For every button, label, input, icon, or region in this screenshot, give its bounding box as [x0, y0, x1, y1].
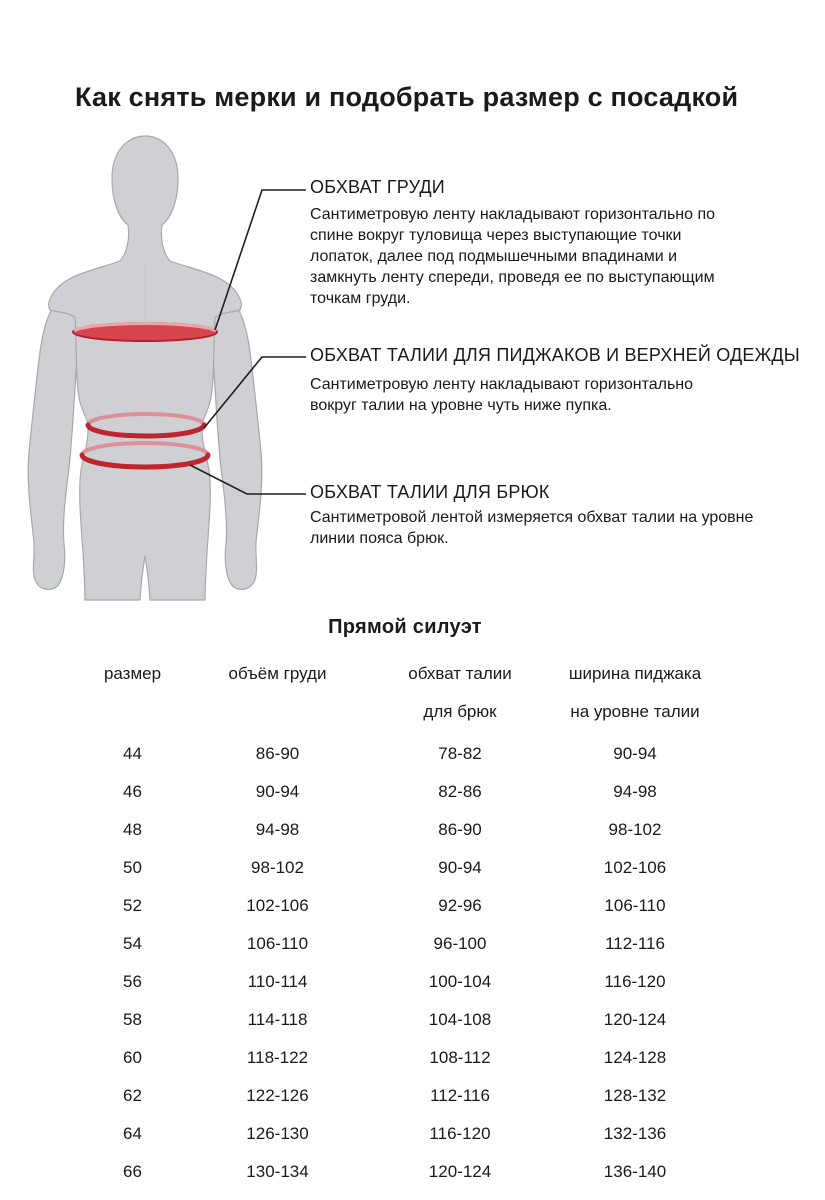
table-cell: 112-116 — [605, 934, 665, 953]
table-cell: 126-130 — [246, 1124, 309, 1143]
table-cell: 90-94 — [438, 858, 482, 877]
table-cell: 132-136 — [603, 1124, 667, 1143]
table-row — [85, 1115, 725, 1153]
table-cell: 110-114 — [247, 972, 308, 991]
table-cell: 78-82 — [438, 744, 482, 763]
column-header-sub: на уровне талии — [570, 702, 700, 721]
table-cell: 120-124 — [603, 1010, 667, 1029]
table-row — [85, 735, 725, 773]
silhouette-figure — [8, 132, 308, 602]
table-cell: 94-98 — [613, 782, 657, 801]
table-cell: 112-116 — [430, 1086, 490, 1105]
table-cell: 116-120 — [429, 1124, 491, 1143]
table-cell: 120-124 — [428, 1162, 492, 1181]
table-cell: 86-90 — [255, 744, 300, 763]
table-cell: 100-104 — [428, 972, 492, 991]
table-cell: 54 — [123, 934, 142, 953]
table-row — [85, 887, 725, 925]
table-cell: 92-96 — [438, 896, 482, 915]
table-row — [85, 773, 725, 811]
table-row — [85, 1001, 725, 1039]
table-cell: 130-134 — [246, 1162, 309, 1181]
table-title: Прямой силуэт — [328, 616, 482, 638]
table-cell: 114-118 — [247, 1010, 308, 1029]
table-cell: 118-122 — [246, 1048, 309, 1067]
column-header: объём груди — [228, 664, 327, 683]
table-cell: 62 — [123, 1086, 142, 1105]
section-description-waist-trousers: Сантиметровой лентой измеряется обхват талии на уровне линии пояса брюк. — [310, 509, 754, 547]
table-cell: 86-90 — [438, 820, 482, 839]
right-arm — [213, 292, 262, 589]
table-cell: 44 — [123, 744, 142, 763]
body-silhouette — [49, 136, 242, 600]
table-cell: 124-128 — [603, 1048, 667, 1067]
table-row — [85, 925, 725, 963]
table-cell: 58 — [123, 1010, 142, 1029]
table-cell: 48 — [123, 820, 142, 839]
table-cell: 66 — [123, 1162, 142, 1181]
table-row — [85, 811, 725, 849]
table-cell: 46 — [123, 782, 142, 801]
table-cell: 104-108 — [428, 1010, 492, 1029]
left-arm — [28, 292, 77, 589]
table-row — [85, 1077, 725, 1115]
table-cell: 106-110 — [604, 896, 666, 915]
section-heading-waist-jackets: ОБХВАТ ТАЛИИ ДЛЯ ПИДЖАКОВ И ВЕРХНЕЙ ОДЕЖДЫ — [310, 345, 800, 365]
column-header-sub: для брюк — [423, 702, 497, 721]
table-row — [85, 1153, 725, 1191]
table-cell: 90-94 — [255, 782, 300, 801]
table-cell: 116-120 — [604, 972, 666, 991]
table-cell: 102-106 — [603, 858, 667, 877]
table-cell: 60 — [123, 1048, 142, 1067]
table-cell: 136-140 — [603, 1162, 667, 1181]
section-heading-waist-trousers: ОБХВАТ ТАЛИИ ДЛЯ БРЮК — [310, 482, 550, 502]
table-cell: 96-100 — [433, 934, 487, 953]
table-cell: 90-94 — [613, 744, 657, 763]
measurement-figure — [8, 132, 308, 602]
table-cell: 64 — [123, 1124, 142, 1143]
table-cell: 102-106 — [246, 896, 309, 915]
section-description-waist-jackets: Сантиметровую ленту накладывают горизонтально вокруг талии на уровне чуть ниже пупка. — [310, 376, 694, 414]
table-cell: 50 — [123, 858, 142, 877]
table-cell: 108-112 — [429, 1048, 491, 1067]
table-header — [85, 664, 725, 740]
section-heading-chest: ОБХВАТ ГРУДИ — [310, 177, 445, 197]
column-header: размер — [103, 664, 162, 683]
page-title: Как снять мерки и подобрать размер с посадкой — [75, 82, 739, 112]
column-header: обхват талии — [408, 664, 512, 683]
table-row — [85, 1039, 725, 1077]
table-row — [85, 963, 725, 1001]
table-row — [85, 849, 725, 887]
table-cell: 98-102 — [251, 858, 304, 877]
table-cell: 122-126 — [246, 1086, 309, 1105]
table-cell: 106-110 — [246, 934, 309, 953]
section-description-chest: Сантиметровую ленту накладывают горизонтально по спине вокруг туловища через выступающие точки лопаток, далее под подмышечными впадинами и замкнуть ленту спереди, проведя ее по выступающим точкам груди. — [310, 206, 716, 307]
table-cell: 128-132 — [603, 1086, 667, 1105]
table-body — [85, 735, 725, 1191]
table-cell: 56 — [123, 972, 142, 991]
table-cell: 82-86 — [438, 782, 482, 801]
column-header: ширина пиджака — [568, 664, 702, 683]
table-cell: 94-98 — [255, 820, 300, 839]
table-cell: 52 — [123, 896, 142, 915]
table-cell: 98-102 — [608, 820, 662, 839]
